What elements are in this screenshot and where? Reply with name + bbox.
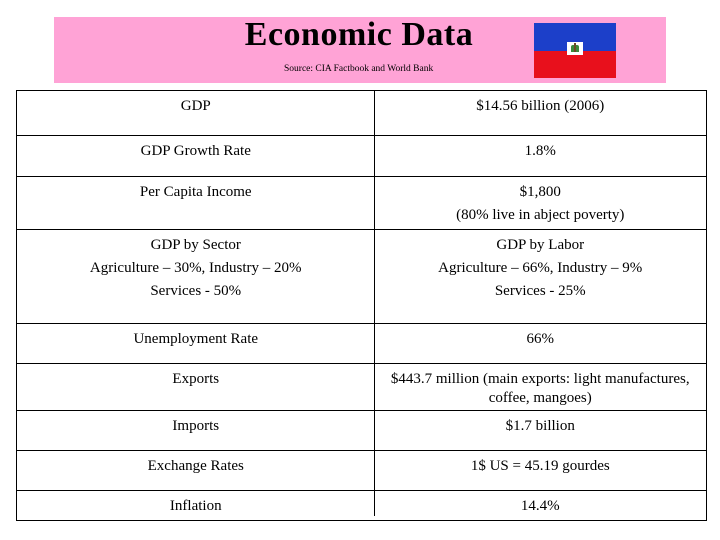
row-label: Imports [17,411,375,451]
coat-of-arms-icon [567,42,583,55]
table-row [17,411,707,451]
row-value: $443.7 million (main exports: light manufactures, coffee, mangoes) [375,364,707,411]
row-value: GDP by Labor Agriculture – 66%, Industry – 9% Services - 25% [375,230,707,324]
table-row [17,91,707,136]
row-value: $14.56 billion (2006) [375,91,707,136]
row-label: GDP Growth Rate [17,136,375,177]
table-row [17,177,707,230]
row-value: 1$ US = 45.19 gourdes [375,451,707,491]
row-label: GDP by Sector Agriculture – 30%, Industry – 20% Services - 50% [17,230,375,324]
row-label: Exports [17,364,375,411]
page-title: Economic Data [244,16,474,53]
row-label: Exchange Rates [17,451,375,491]
row-label: GDP [17,91,375,136]
row-value: $1.7 billion [375,411,707,451]
row-value: 66% [375,324,707,364]
table-row [17,136,707,177]
source-caption: Source: CIA Factbook and World Bank [284,64,434,74]
row-label: Inflation [169,498,222,514]
table-row [17,364,707,411]
table-row [17,230,707,324]
economic-data-table [16,90,707,521]
row-value: 1.8% [375,136,707,177]
table-row [17,491,707,521]
table-row [17,324,707,364]
haiti-flag-icon [534,23,616,78]
row-value: 14.4% [520,498,560,514]
table-row [17,451,707,491]
row-label: Per Capita Income [17,177,375,230]
row-label: Unemployment Rate [17,324,375,364]
row-value: $1,800 (80% live in abject poverty) [375,177,707,230]
column-divider [374,90,375,516]
